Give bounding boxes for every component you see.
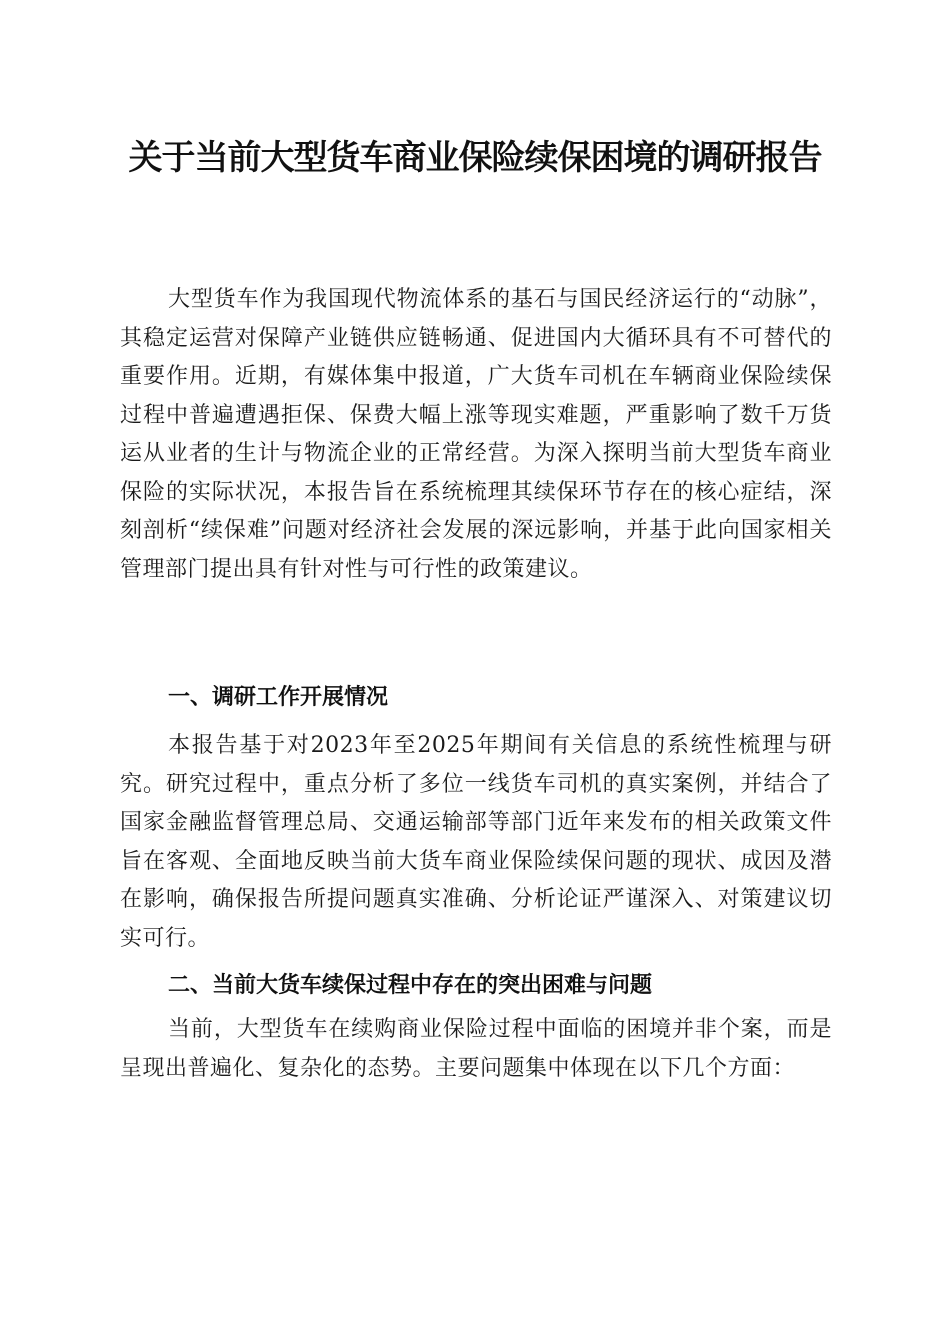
section-2-heading: 二、当前大货车续保过程中存在的突出困难与问题: [168, 973, 653, 998]
section-1-heading: 一、调研工作开展情况: [168, 685, 389, 710]
section-1-paragraph: 本报告基于对2023年至2025年期间有关信息的系统性梳理与研究。研究过程中，重点分析了多位一线货车司机的真实案例，并结合了国家金融监督管理总局、交通运输部等部门近年来发布的相关政策文件旨在客观、全面地反映当前大货车商业保险续保问题的现状、成因及潜在影响，确保报告所提问题真实准确、分析论证严谨深入、对策建议切实可行。: [120, 733, 832, 951]
section-2-paragraph: 当前，大型货车在续购商业保险过程中面临的困境并非个案，而是呈现出普遍化、复杂化的态势。主要问题集中体现在以下几个方面：: [120, 1017, 832, 1081]
document-title: 关于当前大型货车商业保险续保困境的调研报告: [128, 138, 822, 178]
intro-paragraph: 大型货车作为我国现代物流体系的基石与国民经济运行的“动脉”，其稳定运营对保障产业链供应链畅通、促进国内大循环具有不可替代的重要作用。近期，有媒体集中报道，广大货车司机在车辆商业保险续保过程中普遍遭遇拒保、保费大幅上涨等现实难题，严重影响了数千万货运从业者的生计与物流企业的正常经营。为深入探明当前大型货车商业保险的实际状况，本报告旨在系统梳理其续保环节存在的核心症结，深刻剖析“续保难”问题对经济社会发展的深远影响，并基于此向国家相关管理部门提出具有针对性与可行性的政策建议。: [120, 287, 832, 582]
